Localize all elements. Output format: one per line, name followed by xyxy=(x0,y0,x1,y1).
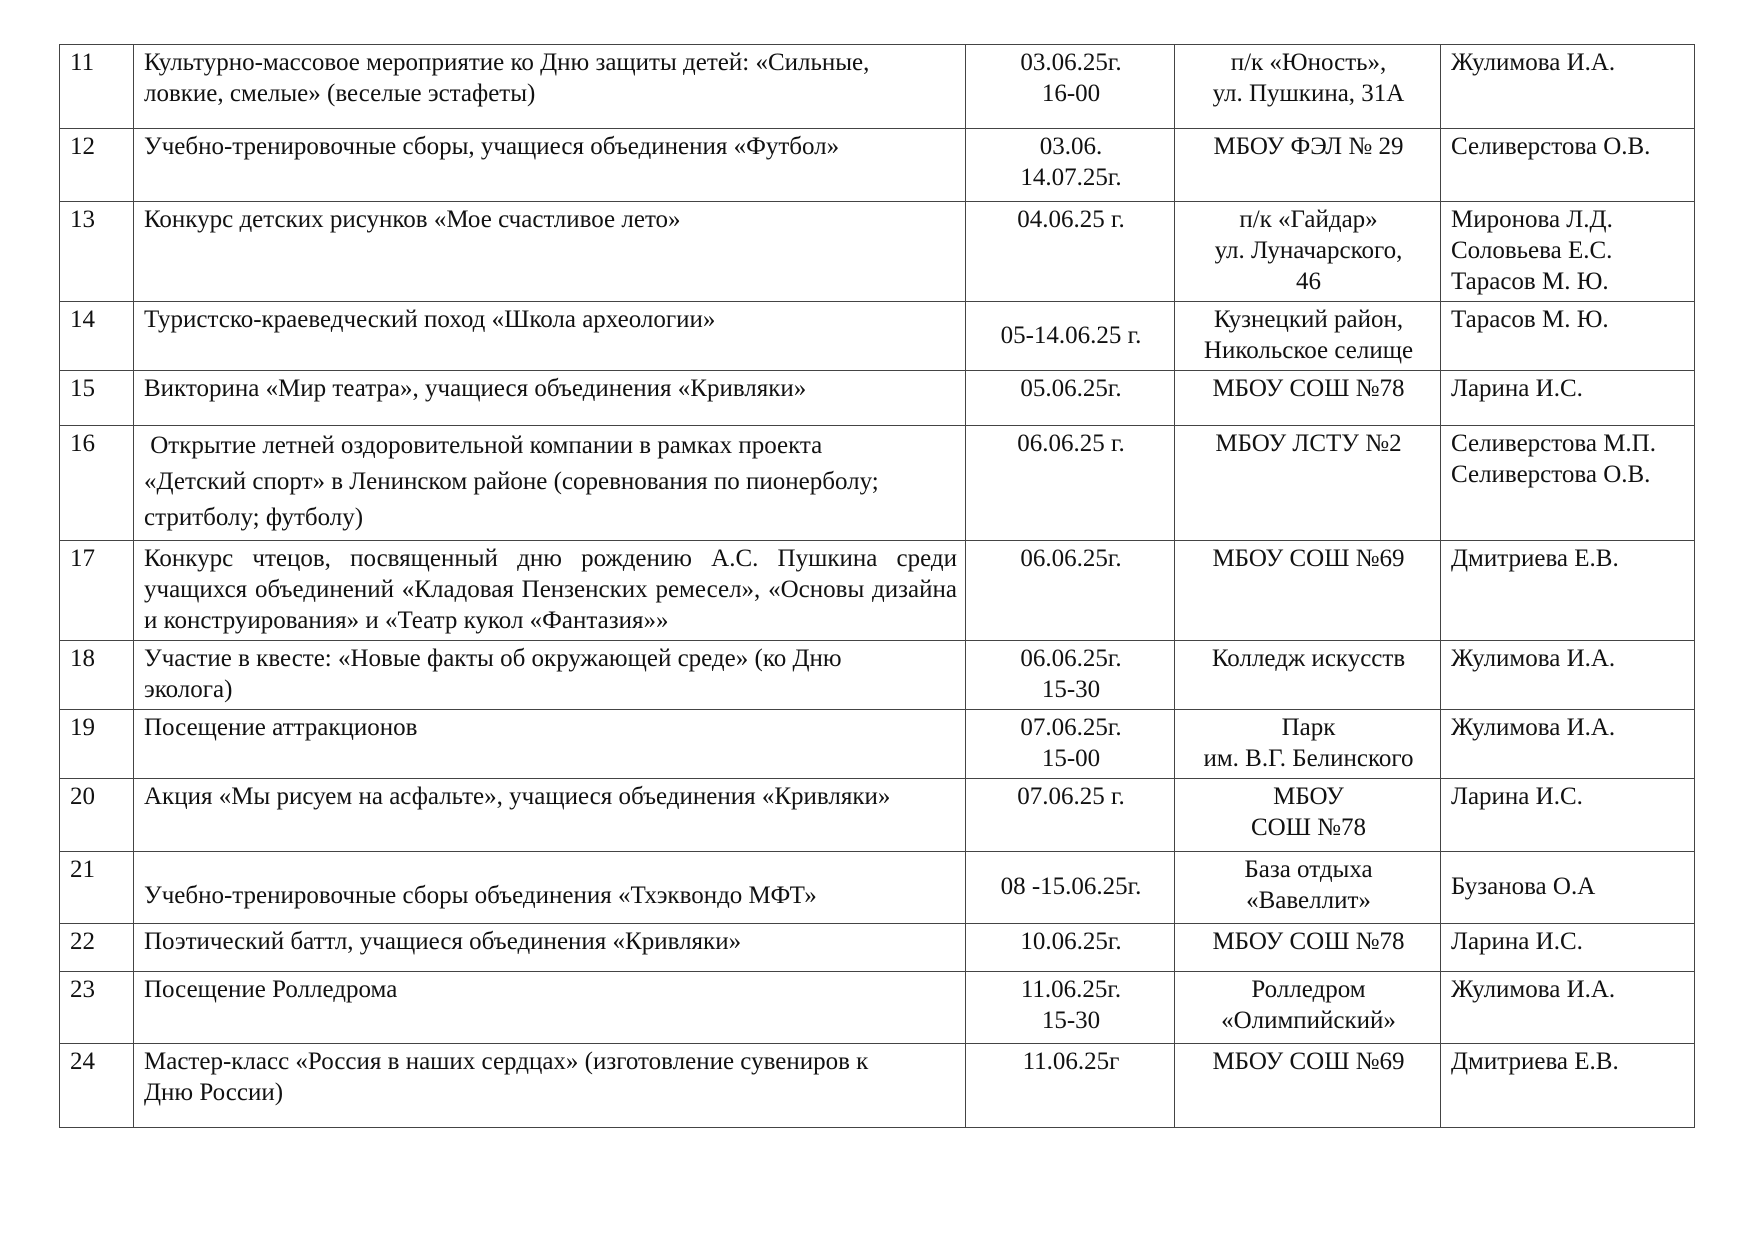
table-row xyxy=(60,779,1695,852)
event-cell xyxy=(134,852,966,924)
row-number: 21 xyxy=(60,852,134,924)
responsible-cell xyxy=(1441,371,1695,426)
event-line: Учебно-тренировочные сборы, учащиеся объединения «Футбол» xyxy=(144,133,840,160)
place-cell xyxy=(1175,852,1441,924)
place-cell xyxy=(1175,1044,1441,1128)
events-table xyxy=(59,44,1695,1128)
place-cell xyxy=(1175,129,1441,202)
responsible-cell xyxy=(1441,710,1695,779)
event-cell xyxy=(134,202,966,302)
date-line: 07.06.25г. xyxy=(1020,714,1122,741)
table-row xyxy=(60,972,1695,1044)
event-line: Мастер-класс «Россия в наших сердцах» (изготовление сувениров к xyxy=(144,1048,869,1075)
responsible-line: Ларина И.С. xyxy=(1451,928,1583,955)
date-cell xyxy=(966,641,1175,710)
date-cell xyxy=(966,710,1175,779)
place-line: Парк xyxy=(1281,714,1336,741)
responsible-cell xyxy=(1441,972,1695,1044)
event-line: Викторина «Мир театра», учащиеся объединения «Кривляки» xyxy=(144,375,807,402)
place-line: МБОУ СОШ №69 xyxy=(1212,1048,1405,1075)
event-line: Посещение Ролледрома xyxy=(144,976,398,1003)
responsible-cell xyxy=(1441,924,1695,972)
place-cell xyxy=(1175,541,1441,641)
table-row xyxy=(60,924,1695,972)
responsible-line: Дмитриева Е.В. xyxy=(1451,545,1619,572)
place-line: Ролледром xyxy=(1251,976,1366,1003)
responsible-line: Тарасов М. Ю. xyxy=(1451,268,1609,295)
responsible-cell xyxy=(1441,641,1695,710)
event-line: Культурно-массовое мероприятие ко Дню защиты детей: «Сильные, xyxy=(144,49,870,76)
table-row xyxy=(60,641,1695,710)
place-line: им. В.Г. Белинского xyxy=(1203,745,1414,772)
date-line: 11.06.25г. xyxy=(1020,976,1122,1003)
date-cell xyxy=(966,129,1175,202)
table-row xyxy=(60,45,1695,129)
table-row xyxy=(60,710,1695,779)
date-line: 15-30 xyxy=(1041,1007,1101,1034)
place-cell xyxy=(1175,202,1441,302)
responsible-line: Соловьева Е.С. xyxy=(1451,237,1613,264)
event-cell xyxy=(134,426,966,541)
responsible-cell xyxy=(1441,779,1695,852)
place-line: «Олимпийский» xyxy=(1221,1007,1396,1034)
date-line: 06.06.25г. xyxy=(1020,645,1122,672)
place-line: СОШ №78 xyxy=(1250,814,1367,841)
date-cell xyxy=(966,924,1175,972)
date-line: 15-30 xyxy=(1041,676,1101,703)
row-number: 24 xyxy=(60,1044,134,1128)
place-cell xyxy=(1175,710,1441,779)
event-line: ловкие, смелые» (веселые эстафеты) xyxy=(144,80,536,107)
responsible-cell xyxy=(1441,202,1695,302)
place-line: «Вавеллит» xyxy=(1246,887,1371,914)
event-cell xyxy=(134,302,966,371)
place-cell xyxy=(1175,371,1441,426)
event-cell xyxy=(134,924,966,972)
date-cell xyxy=(966,1044,1175,1128)
table-row xyxy=(60,129,1695,202)
place-cell xyxy=(1175,426,1441,541)
table-row xyxy=(60,302,1695,371)
responsible-cell xyxy=(1441,302,1695,371)
event-line: Учебно-тренировочные сборы объединения «Тхэквондо МФТ» xyxy=(144,882,817,909)
date-line: 03.06.25г. xyxy=(1020,49,1122,76)
row-number: 11 xyxy=(60,45,134,129)
place-cell xyxy=(1175,641,1441,710)
place-line: МБОУ СОШ №69 xyxy=(1212,545,1405,572)
place-line: МБОУ xyxy=(1273,783,1344,810)
responsible-line: Жулимова И.А. xyxy=(1451,714,1616,741)
document-page xyxy=(59,44,1694,1128)
event-line: Открытие летней оздоровительной компании в рамках проекта xyxy=(144,432,823,459)
table-row xyxy=(60,371,1695,426)
place-line: Колледж искусств xyxy=(1211,645,1406,672)
responsible-line: Дмитриева Е.В. xyxy=(1451,1048,1619,1075)
date-line: 14.07.25г. xyxy=(1020,164,1122,191)
event-line: эколога) xyxy=(144,676,233,703)
place-cell xyxy=(1175,779,1441,852)
event-line: Конкурс детских рисунков «Мое счастливое лето» xyxy=(144,206,681,233)
place-line: МБОУ СОШ №78 xyxy=(1212,375,1405,402)
date-line: 03.06. xyxy=(1039,133,1103,160)
place-cell xyxy=(1175,45,1441,129)
event-line: стритболу; футболу) xyxy=(144,504,364,531)
row-number: 13 xyxy=(60,202,134,302)
row-number: 17 xyxy=(60,541,134,641)
place-line: МБОУ ЛСТУ №2 xyxy=(1215,430,1402,457)
event-line: Дню России) xyxy=(144,1079,284,1106)
date-cell xyxy=(966,45,1175,129)
place-cell xyxy=(1175,972,1441,1044)
date-cell xyxy=(966,779,1175,852)
place-line: п/к «Гайдар» xyxy=(1239,206,1378,233)
date-cell xyxy=(966,426,1175,541)
table-row xyxy=(60,426,1695,541)
responsible-cell xyxy=(1441,129,1695,202)
responsible-line: Бузанова О.А xyxy=(1451,873,1596,900)
responsible-cell xyxy=(1441,45,1695,129)
date-line: 06.06.25г. xyxy=(1020,545,1122,572)
place-line: МБОУ СОШ №78 xyxy=(1212,928,1405,955)
event-cell xyxy=(134,779,966,852)
date-line: 05.06.25г. xyxy=(1020,375,1122,402)
event-cell xyxy=(134,129,966,202)
date-line: 05-14.06.25 г. xyxy=(1000,321,1142,349)
date-line: 16-00 xyxy=(1041,80,1101,107)
responsible-cell xyxy=(1441,541,1695,641)
responsible-line: Селиверстова О.В. xyxy=(1451,133,1651,160)
event-line: «Детский спорт» в Ленинском районе (соревнования по пионерболу; xyxy=(144,468,879,495)
responsible-line: Ларина И.С. xyxy=(1451,783,1583,810)
place-line: 46 xyxy=(1296,268,1321,295)
row-number: 23 xyxy=(60,972,134,1044)
place-line: п/к «Юность», xyxy=(1230,49,1387,76)
row-number: 18 xyxy=(60,641,134,710)
event-line: Посещение аттракционов xyxy=(144,714,418,741)
row-number: 14 xyxy=(60,302,134,371)
place-line: Кузнецкий район, xyxy=(1213,306,1404,333)
date-line: 07.06.25 г. xyxy=(1017,783,1125,810)
event-cell xyxy=(134,371,966,426)
date-line: 11.06.25г xyxy=(1022,1048,1120,1075)
event-cell xyxy=(134,972,966,1044)
row-number: 20 xyxy=(60,779,134,852)
event-line: Туристско-краеведческий поход «Школа археологии» xyxy=(144,306,716,333)
table-row xyxy=(60,852,1695,924)
responsible-line: Жулимова И.А. xyxy=(1451,976,1616,1003)
place-line: База отдыха xyxy=(1244,856,1373,883)
event-cell: Конкурс чтецов, посвященный дню рождению А.С. Пушкина среди учащихся объединений «Кладовая Пензенских ремесел», «Основы дизайна и конструирования» и «Театр кукол «Фантазия»» xyxy=(134,541,966,641)
date-line: 15-00 xyxy=(1041,745,1101,772)
place-cell xyxy=(1175,924,1441,972)
event-cell xyxy=(134,710,966,779)
event-line: Поэтический баттл, учащиеся объединения «Кривляки» xyxy=(144,928,742,955)
row-number: 15 xyxy=(60,371,134,426)
responsible-cell xyxy=(1441,852,1695,924)
responsible-line: Селиверстова О.В. xyxy=(1451,461,1651,488)
date-line: 04.06.25 г. xyxy=(1017,206,1125,233)
row-number: 22 xyxy=(60,924,134,972)
responsible-cell xyxy=(1441,426,1695,541)
place-line: ул. Луначарского, xyxy=(1214,237,1403,264)
date-line: 06.06.25 г. xyxy=(1017,430,1125,457)
event-cell xyxy=(134,45,966,129)
responsible-line: Тарасов М. Ю. xyxy=(1451,306,1609,333)
place-line: Никольское селище xyxy=(1203,337,1414,364)
date-cell xyxy=(966,972,1175,1044)
date-cell xyxy=(966,302,1175,371)
event-line: Акция «Мы рисуем на асфальте», учащиеся объединения «Кривляки» xyxy=(144,783,891,810)
event-cell xyxy=(134,641,966,710)
event-line: Участие в квесте: «Новые факты об окружающей среде» (ко Дню xyxy=(144,645,842,672)
responsible-line: Миронова Л.Д. xyxy=(1451,206,1613,233)
event-cell xyxy=(134,1044,966,1128)
table-row xyxy=(60,1044,1695,1128)
place-line: МБОУ ФЭЛ № 29 xyxy=(1213,133,1404,160)
responsible-cell xyxy=(1441,1044,1695,1128)
row-number: 12 xyxy=(60,129,134,202)
place-cell xyxy=(1175,302,1441,371)
place-line: ул. Пушкина, 31А xyxy=(1212,80,1405,107)
date-line: 10.06.25г. xyxy=(1020,928,1122,955)
date-cell xyxy=(966,852,1175,924)
date-cell xyxy=(966,371,1175,426)
responsible-line: Жулимова И.А. xyxy=(1451,645,1616,672)
responsible-line: Жулимова И.А. xyxy=(1451,49,1616,76)
date-line: 08 -15.06.25г. xyxy=(1000,873,1142,900)
responsible-line: Селиверстова М.П. xyxy=(1451,430,1656,457)
date-cell xyxy=(966,202,1175,302)
row-number: 16 xyxy=(60,426,134,541)
table-row xyxy=(60,202,1695,302)
row-number: 19 xyxy=(60,710,134,779)
date-cell xyxy=(966,541,1175,641)
table-row xyxy=(60,541,1695,641)
responsible-line: Ларина И.С. xyxy=(1451,375,1583,402)
